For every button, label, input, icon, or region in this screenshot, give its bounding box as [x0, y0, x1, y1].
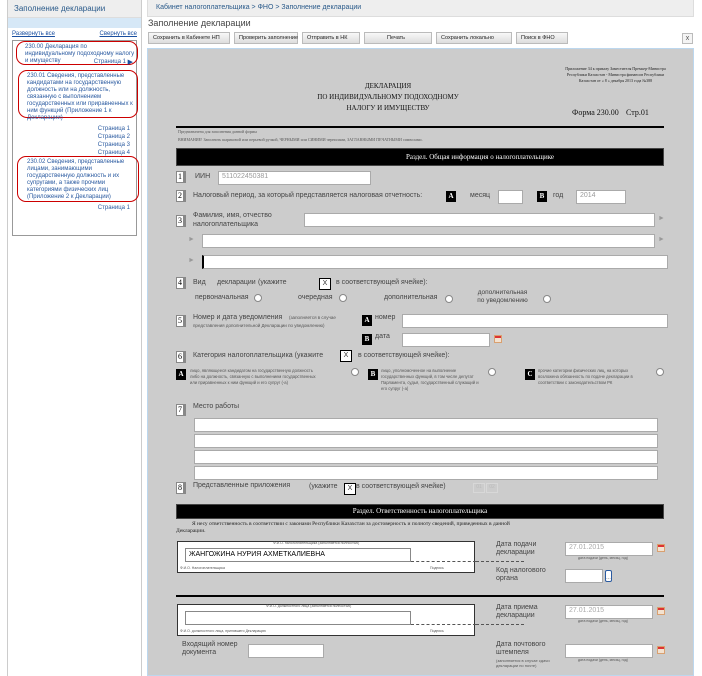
- tree-box: [12, 40, 137, 236]
- submit-date-hint: дата подачи (день, месяц, год): [578, 556, 628, 560]
- sidebar-links: [8, 28, 141, 40]
- tax-org-label-2: органа: [496, 575, 518, 582]
- notice-note-1: (заполняется в случае: [289, 315, 336, 320]
- x-sample-box: X: [319, 278, 331, 290]
- radio-category-a[interactable]: [351, 368, 359, 376]
- notice-number-input[interactable]: [402, 314, 668, 328]
- print-button[interactable]: Печать: [364, 32, 432, 44]
- submit-date-input[interactable]: 27.01.2015: [565, 542, 653, 556]
- calendar-icon[interactable]: [494, 335, 502, 343]
- arrow-right-icon: ►: [188, 236, 195, 243]
- radio-by-notice[interactable]: [543, 295, 551, 303]
- responsibility-text: Я несу ответственность в соответствии с законами Республики Казахстан за достоверность и полноту сведений, приведенных в данной Декларации.: [176, 521, 510, 534]
- section-general-info: Раздел. Общая информация о налогоплательщике: [176, 148, 664, 166]
- decl-type-label-3: (укажите: [258, 279, 287, 286]
- postmark-date-input[interactable]: [565, 644, 653, 658]
- save-cabinet-button[interactable]: Сохранить в Кабинете НП: [148, 32, 230, 44]
- incoming-number-label: Входящий номер: [182, 641, 238, 648]
- calendar-icon[interactable]: [657, 544, 665, 552]
- category-label: Категория налогоплательщика (укажите: [193, 352, 324, 359]
- note-line-2: ВНИМАНИЕ! Заполнить шариковой или перьевой ручкой, ЧЕРНЫМИ или СИНИМИ чернилами, ЗАГЛАВНЫМИ ПЕЧАТНЫМИ символами.: [178, 137, 423, 142]
- category-c-text: прочие категории физических лиц, на которых возложена обязанность по подаче декларации в соответствии с законодательством РК: [538, 368, 633, 385]
- official-fio-label: Ф.И.О. должностного лица, принявшего Декларацию: [180, 629, 266, 633]
- radio-category-c[interactable]: [656, 368, 664, 376]
- marker-c: C: [525, 369, 535, 380]
- sidebar: [7, 0, 142, 676]
- appendix-note: Приложение 34 к приказу Заместителя Премьер-Министра Республики Казахстан - Министра финансов Республики Казахстан от « 8 » декабря 2013 года №388: [565, 66, 666, 83]
- arrow-right-icon: ►: [188, 257, 195, 264]
- iin-label: ИИН: [195, 173, 211, 180]
- signature-line: [476, 561, 524, 562]
- field-number: 7: [176, 404, 186, 416]
- submit-date-label-2: декларации: [496, 549, 535, 556]
- official-name-input[interactable]: [185, 611, 411, 625]
- workplace-input-2[interactable]: [194, 434, 658, 448]
- option-initial-label: первоначальная: [195, 294, 249, 301]
- signature-line: [411, 624, 476, 625]
- tree-item-230-02[interactable]: 230.02 Сведения, представленные лицами, занимающими государственную должность и их супругами, а также прочими категориями физических лиц (Приложение 2 к Декларации): [27, 159, 125, 200]
- workplace-input-4[interactable]: [194, 466, 658, 480]
- field-number: 3: [176, 215, 186, 227]
- accept-date-input[interactable]: 27.01.2015: [565, 605, 653, 619]
- tax-period-label: Налоговый период, за который представляется налоговая отчетность:: [193, 192, 423, 199]
- radio-initial[interactable]: [254, 294, 262, 302]
- tax-org-label: Код налогового: [496, 567, 546, 574]
- workplace-input-3[interactable]: [194, 450, 658, 464]
- toolbar: [148, 32, 568, 44]
- marker-b: B: [368, 369, 378, 380]
- check-button[interactable]: Проверить заполнение: [234, 32, 298, 44]
- signature-line: [411, 561, 476, 562]
- appendix-01-checkbox[interactable]: 01: [473, 483, 485, 493]
- field-number: 8: [176, 482, 186, 494]
- notice-date-input[interactable]: [402, 333, 490, 347]
- taxpayer-fio-label: Ф.И.О. Налогоплательщика: [180, 566, 225, 570]
- notice-number-label: номер: [375, 314, 396, 321]
- postmark-label: Дата почтового: [496, 641, 546, 648]
- x-sample-box: X: [340, 350, 352, 362]
- decl-type-label: Вид: [193, 279, 206, 286]
- month-label: месяц: [470, 192, 491, 199]
- page-title: Заполнение декларации: [148, 18, 251, 28]
- arrow-right-icon: ►: [658, 236, 665, 243]
- signature-label: Подпись: [430, 629, 444, 633]
- tree-page-link[interactable]: Страница 2: [97, 134, 130, 140]
- declaration-form: [147, 48, 694, 676]
- tax-org-input[interactable]: [565, 569, 603, 583]
- sidebar-title: Заполнение декларации: [8, 0, 141, 18]
- accept-date-label: Дата приема: [496, 604, 538, 611]
- field-number: 6: [176, 351, 186, 363]
- expand-all-link[interactable]: Развернуть все: [12, 31, 55, 37]
- marker-b: B: [537, 191, 547, 202]
- postmark-note: (заполняется в случае сдачи декларации по почте): [496, 658, 550, 668]
- submit-date-label: Дата подачи: [496, 541, 537, 548]
- category-a-text: лицо, являющееся кандидатом на государственную должность либо на должность, связанную с выполнением государственных или приравненных к ним функций и его супруг (-а): [190, 368, 316, 385]
- postmark-label-2: штемпеля: [496, 649, 529, 656]
- send-button[interactable]: Отправить в НК: [302, 32, 360, 44]
- appendices-label: Представленные приложения: [193, 482, 291, 489]
- notice-label: Номер и дата уведомления: [193, 314, 283, 321]
- iin-input[interactable]: 511022450381: [218, 171, 371, 185]
- search-fno-button[interactable]: Поиск в ФНО: [516, 32, 568, 44]
- fio-label-2: налогоплательщика: [193, 221, 259, 228]
- incoming-number-input[interactable]: [248, 644, 324, 658]
- marker-a: A: [176, 369, 186, 380]
- collapse-all-link[interactable]: Свернуть все: [99, 31, 137, 37]
- decl-type-label-4: в соответствующей ячейке):: [336, 279, 428, 286]
- patronymic-input[interactable]: [202, 255, 668, 269]
- option-regular-label: очередная: [298, 294, 333, 301]
- marker-a: A: [362, 315, 372, 326]
- year-input[interactable]: 2014: [576, 190, 626, 204]
- close-button[interactable]: x: [682, 33, 693, 44]
- option-by-notice-label: дополнительная: [477, 289, 528, 296]
- appendices-label-2: (укажите: [309, 483, 338, 490]
- tree-page-link[interactable]: Страница 1: [97, 126, 130, 132]
- save-local-button[interactable]: Сохранить локально: [436, 32, 512, 44]
- marker-a: A: [446, 191, 456, 202]
- note-line-1: Предназначена для заполнения данной формы: [178, 129, 257, 134]
- appendix-02-checkbox[interactable]: 02: [486, 483, 498, 493]
- section-responsibility: Раздел. Ответственность налогоплательщика: [176, 504, 664, 519]
- year-label: год: [553, 192, 564, 199]
- declaration-title-3: НАЛОГУ И ИМУЩЕСТВУ: [346, 104, 430, 112]
- taxpayer-name-input[interactable]: ЖАНГОЖИНА НУРИЯ АХМЕТКАЛИЕВНА: [185, 548, 411, 562]
- form-number: Форма 230.00: [572, 108, 619, 117]
- field-number: 4: [176, 277, 186, 289]
- field-number: 5: [176, 315, 186, 327]
- category-b-text: лицо, уполномоченное на выполнение государственных функций, в том числе депутат Парламента, судья, государственный служащий и его супруг (-а): [381, 368, 479, 391]
- tree-page-link[interactable]: Страница 1: [93, 59, 126, 65]
- divider: [176, 126, 664, 128]
- divider: [176, 595, 664, 597]
- workplace-input-1[interactable]: [194, 418, 658, 432]
- calendar-icon[interactable]: [657, 646, 665, 654]
- tree-page-link[interactable]: Страница 1: [97, 205, 130, 211]
- surname-input[interactable]: [304, 213, 655, 227]
- declaration-title-2: ПО ИНДИВИДУАЛЬНОМУ ПОДОХОДНОМУ: [317, 93, 459, 101]
- breadcrumb[interactable]: Кабинет налогоплательщика > ФНО > Заполнение декларации: [147, 0, 694, 17]
- signature-line: [476, 624, 524, 625]
- arrow-right-icon: ►: [658, 215, 665, 222]
- signature-label: Подпись: [430, 566, 444, 570]
- tree-page-link[interactable]: Страница 3: [97, 142, 130, 148]
- accept-date-label-2: декларации: [496, 612, 535, 619]
- notice-date-label: дата: [375, 333, 390, 340]
- option-by-notice-label-2: по уведомлению: [477, 297, 528, 304]
- incoming-number-label-2: документа: [182, 649, 217, 656]
- decl-type-label-2: декларации: [217, 279, 256, 286]
- lookup-button[interactable]: …: [605, 570, 612, 582]
- appendices-label-3: в соответствующей ячейке): [356, 483, 446, 490]
- postmark-date-hint: дата подачи (день, месяц, год): [578, 658, 628, 662]
- signature-hint: Ф.И.О. налогоплательщика (заполняется полностью): [273, 541, 360, 545]
- marker-b: B: [362, 334, 372, 345]
- declaration-title-1: ДЕКЛАРАЦИЯ: [364, 82, 412, 90]
- notice-note-2: представления дополнительной Декларации по уведомлению): [193, 323, 325, 328]
- radio-additional[interactable]: [445, 295, 453, 303]
- tree-item-230-01[interactable]: 230.01 Сведения, представленные кандидатами на государственную должность или на должность, связанную с выполнением государственных или приравненных к ним функций (Приложение 1 к Декларации): [27, 73, 133, 121]
- fio-label: Фамилия, имя, отчество: [193, 212, 272, 219]
- tree-item-230-00[interactable]: 230.00 Декларация по индивидуальному подоходному налогу и имуществу: [25, 44, 135, 64]
- radio-category-b[interactable]: [488, 368, 496, 376]
- current-page-arrow-icon: ▶: [127, 59, 133, 66]
- field-number: 2: [176, 190, 186, 202]
- option-additional-label: дополнительная: [384, 294, 438, 301]
- category-label-2: в соответствующей ячейке):: [358, 352, 450, 359]
- workplace-label: Место работы: [193, 403, 240, 410]
- name-input[interactable]: [202, 234, 655, 248]
- acceptance-hint: Ф.И.О. должностного лица (заполняется полностью): [266, 604, 352, 608]
- page-number: Стр.01: [626, 108, 649, 117]
- calendar-icon[interactable]: [657, 607, 665, 615]
- tree-page-link[interactable]: Страница 4: [97, 150, 130, 156]
- radio-regular[interactable]: [339, 294, 347, 302]
- x-sample-box: X: [344, 483, 356, 495]
- month-input[interactable]: [498, 190, 523, 204]
- field-number: 1: [176, 171, 186, 183]
- accept-date-hint: дата подачи (день, месяц, год): [578, 619, 628, 623]
- sidebar-band: [8, 18, 141, 28]
